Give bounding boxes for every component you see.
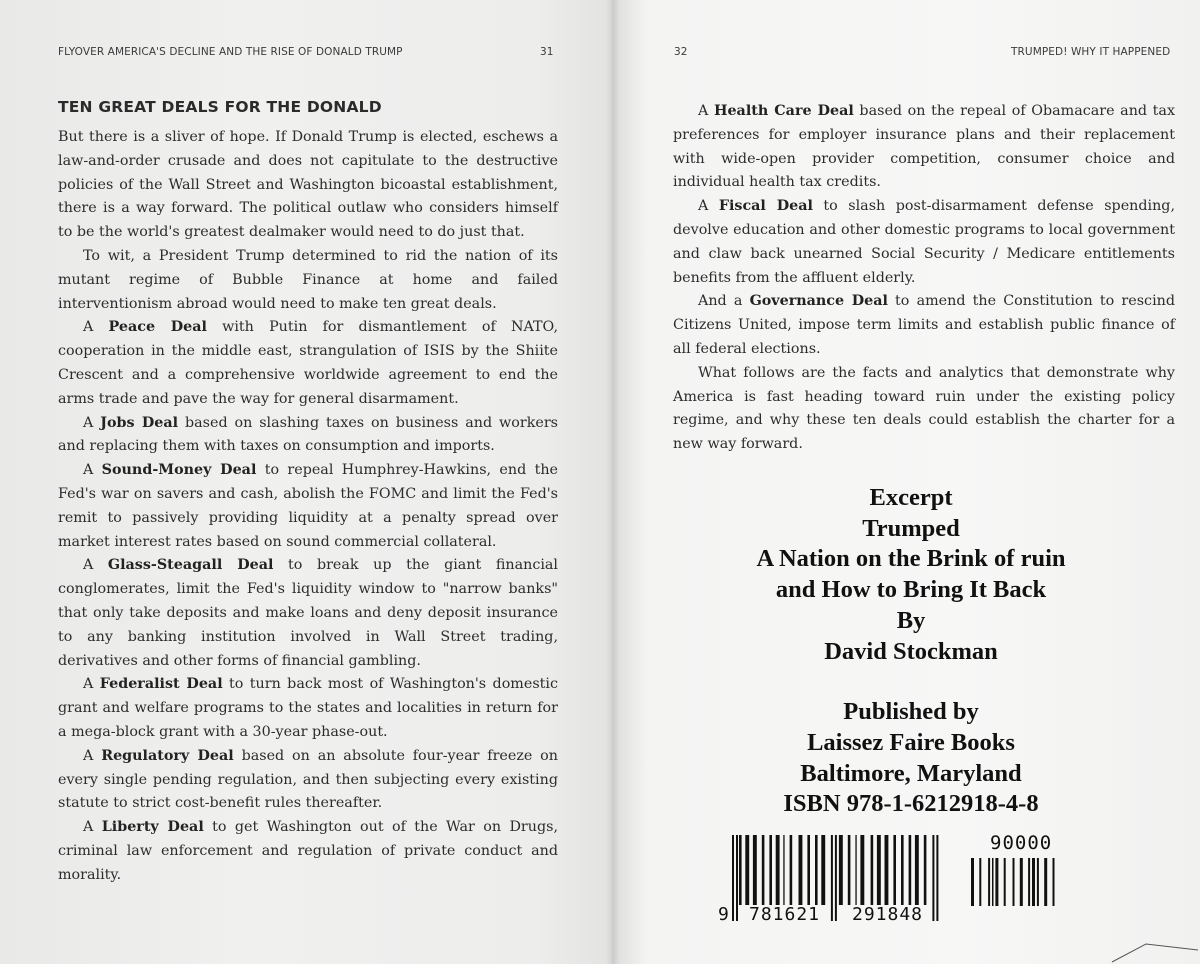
- paragraph-text: to repeal Humphrey-Hawkins, end the Fed's war on savers and cash, abolish the FOMC and limit the Fed's remit to passively providing liquidity at a penalty spread over market interest rates based on sound commercial collateral.: [58, 462, 559, 550]
- body-paragraph: [58, 673, 558, 744]
- barcode-bar: [769, 835, 772, 905]
- paragraph-text: based on the repeal of Obamacare and tax preferences for employer insurance plans and their replacement with wide-open provider competition, consumer choice and individual health tax credits.: [673, 103, 1176, 191]
- barcode-bar: [924, 835, 927, 905]
- paragraph-text: with Putin for dismantlement of NATO, cooperation in the middle east, strangulation of ISIS by the Shiite Crescent and a comprehensive worldwide agreement to end the arms trade and pave the way for general disarmament.: [58, 319, 558, 407]
- barcode-addon-bar: [992, 858, 994, 906]
- barcode-addon-bar: [979, 858, 981, 906]
- barcode-addon-bar: [1004, 858, 1006, 906]
- body-paragraph: [58, 459, 558, 554]
- body-paragraph: [58, 554, 558, 673]
- paragraph-lead: A: [83, 557, 108, 574]
- deal-name: Governance Deal: [749, 293, 888, 310]
- publisher-name: Laissez Faire Books: [807, 728, 1015, 756]
- paragraph-lead: A: [83, 676, 100, 693]
- barcode-addon-bar: [988, 858, 990, 906]
- barcode-addon-bars: [971, 858, 1081, 908]
- barcode-bar: [799, 835, 803, 905]
- right-body-text: [673, 100, 1175, 457]
- barcode-bar: [736, 835, 738, 921]
- barcode-bar: [807, 835, 810, 905]
- body-paragraph: [58, 126, 558, 245]
- isbn-barcode: [718, 832, 1088, 932]
- barcode-bar: [901, 835, 904, 905]
- deal-name: Health Care Deal: [713, 103, 854, 119]
- barcode-addon-bar: [971, 858, 974, 906]
- barcode-addon-bar: [1013, 858, 1015, 906]
- barcode-addon-bar: [1028, 858, 1030, 906]
- book-subtitle-line1: A Nation on the Brink of ruin: [756, 545, 1066, 573]
- barcode-bar: [855, 835, 856, 905]
- barcode-addon-bar: [1037, 858, 1039, 906]
- book-subtitle-line2: and How to Bring It Back: [775, 576, 1047, 604]
- barcode-addon-bar: [995, 858, 998, 906]
- section-title: TEN GREAT DEALS FOR THE DONALD: [58, 98, 382, 116]
- barcode-bar: [860, 835, 864, 905]
- barcode-bar: [877, 835, 881, 905]
- publisher-location: Baltimore, Maryland: [800, 759, 1022, 787]
- deal-name: Fiscal Deal: [718, 198, 813, 215]
- paragraph-lead: A: [83, 819, 102, 836]
- barcode-first-digit: 9: [718, 904, 730, 925]
- barcode-addon-bar: [1044, 858, 1047, 906]
- paragraph-text: to turn back most of Washington's domestic grant and welfare programs to the states and localities in return for a mega-block grant with a 30-year phase-out.: [58, 676, 558, 740]
- paragraph-text: based on an absolute four-year freeze on every single pending regulation, and then subjecting every existing statute to strict cost-benefit rules thereafter.: [58, 747, 558, 812]
- deal-name: Federalist Deal: [99, 676, 223, 693]
- barcode-bar: [915, 835, 919, 905]
- barcode-bar: [783, 835, 784, 905]
- paragraph-lead: And a: [698, 293, 750, 310]
- right-running-head: TRUMPED! WHY IT HAPPENED: [1011, 46, 1171, 58]
- barcode-addon-bar: [1020, 858, 1023, 906]
- barcode-bar: [871, 835, 874, 905]
- by-label: By: [896, 606, 926, 634]
- barcode-bar: [790, 835, 793, 905]
- paragraph-text: based on slashing taxes on business and workers and replacing them with taxes on consumption and imports.: [58, 414, 559, 455]
- barcode-bar: [831, 835, 833, 921]
- barcode-addon-bar: [1053, 858, 1055, 906]
- right-page-number: 32: [674, 46, 688, 58]
- left-body-text: [58, 126, 558, 888]
- paragraph-text: to break up the giant financial conglomerates, limit the Fed's liquidity window to "narrow banks" that only take deposits and make loans and deny deposit insurance to any banking institution involved in Wall Street trading, derivatives and other forms of financial gambling.: [58, 557, 558, 669]
- barcode-right-digits: 291848: [852, 904, 924, 925]
- body-paragraph: [58, 816, 558, 887]
- barcode-bar: [909, 835, 912, 905]
- isbn: ISBN 978-1-6212918-4-8: [783, 790, 1039, 818]
- barcode-bar: [776, 835, 780, 905]
- paragraph-lead: A: [83, 319, 109, 336]
- deal-name: Regulatory Deal: [101, 747, 234, 764]
- barcode-bar: [762, 835, 765, 905]
- book-title: Trumped: [862, 514, 960, 542]
- barcode-bar: [753, 835, 757, 905]
- body-paragraph: [58, 316, 558, 411]
- body-paragraph: [673, 100, 1175, 195]
- barcode-bar: [835, 835, 837, 921]
- body-paragraph: [58, 412, 558, 460]
- barcode-bar: [848, 835, 851, 905]
- left-running-head: FLYOVER AMERICA'S DECLINE AND THE RISE OF DONALD TRUMP: [58, 46, 403, 58]
- barcode-bar: [732, 835, 734, 921]
- paragraph-text: But there is a sliver of hope. If Donald Trump is elected, eschews a law-and-order crusade and does not capitulate to the destructive policies of the Wall Street and Washington bicoastal establishment, there is a way forward. The political outlaw who considers himself to be the world's greatest dealmaker would need to do just that.: [58, 129, 558, 241]
- body-paragraph: [673, 195, 1175, 290]
- barcode-bar: [821, 835, 825, 905]
- deal-name: Jobs Deal: [100, 414, 179, 431]
- excerpt-heading: Excerpt: [869, 484, 953, 511]
- barcode-bar: [936, 835, 938, 921]
- barcode-bar: [893, 835, 896, 905]
- paragraph-lead: A: [83, 747, 102, 764]
- body-paragraph: [58, 245, 558, 316]
- excerpt-block: [612, 483, 1200, 820]
- paragraph-text: to slash post-disarmament defense spending, devolve education and other domestic programs to local government and claw back unearned Social Security / Medicare entitlements benefits from the affluent elderly.: [673, 198, 1175, 286]
- paragraph-text: to amend the Constitution to rescind Citizens United, impose term limits and establish public finance of all federal elections.: [673, 293, 1175, 357]
- body-paragraph: [673, 362, 1175, 457]
- body-paragraph: [673, 290, 1175, 361]
- barcode-addon-bar: [1032, 858, 1035, 906]
- published-by-label: Published by: [843, 698, 979, 726]
- barcode-bar: [885, 835, 889, 905]
- left-page-number: 31: [540, 46, 554, 58]
- author-name: David Stockman: [824, 637, 998, 665]
- paragraph-lead: A: [83, 462, 102, 479]
- barcode-bar: [815, 835, 818, 905]
- paragraph-text: to get Washington out of the War on Drugs, criminal law enforcement and regulation of private conduct and morality.: [58, 819, 558, 883]
- paragraph-lead: A: [83, 414, 101, 431]
- page-corner-curl: [1110, 938, 1200, 964]
- barcode-bar: [932, 835, 934, 921]
- barcode-bar: [839, 835, 843, 905]
- body-paragraph: [58, 745, 558, 816]
- paragraph-lead: A: [698, 198, 719, 215]
- barcode-bar: [745, 835, 749, 905]
- deal-name: Liberty Deal: [101, 819, 204, 836]
- barcode-addon-number: 90000: [990, 832, 1053, 854]
- deal-name: Peace Deal: [108, 319, 207, 336]
- paragraph-lead: A: [698, 103, 714, 119]
- deal-name: Glass-Steagall Deal: [107, 557, 274, 574]
- barcode-bar: [739, 835, 742, 905]
- paragraph-text: To wit, a President Trump determined to rid the nation of its mutant regime of Bubble Finance at home and failed interventionism abroad would need to make ten great deals.: [58, 247, 558, 312]
- barcode-left-digits: 781621: [749, 904, 821, 925]
- deal-name: Sound-Money Deal: [101, 462, 257, 479]
- paragraph-text: What follows are the facts and analytics that demonstrate why America is fast heading toward ruin under the existing policy regime, and why these ten deals could establish the charter for a new way forward.: [673, 364, 1175, 453]
